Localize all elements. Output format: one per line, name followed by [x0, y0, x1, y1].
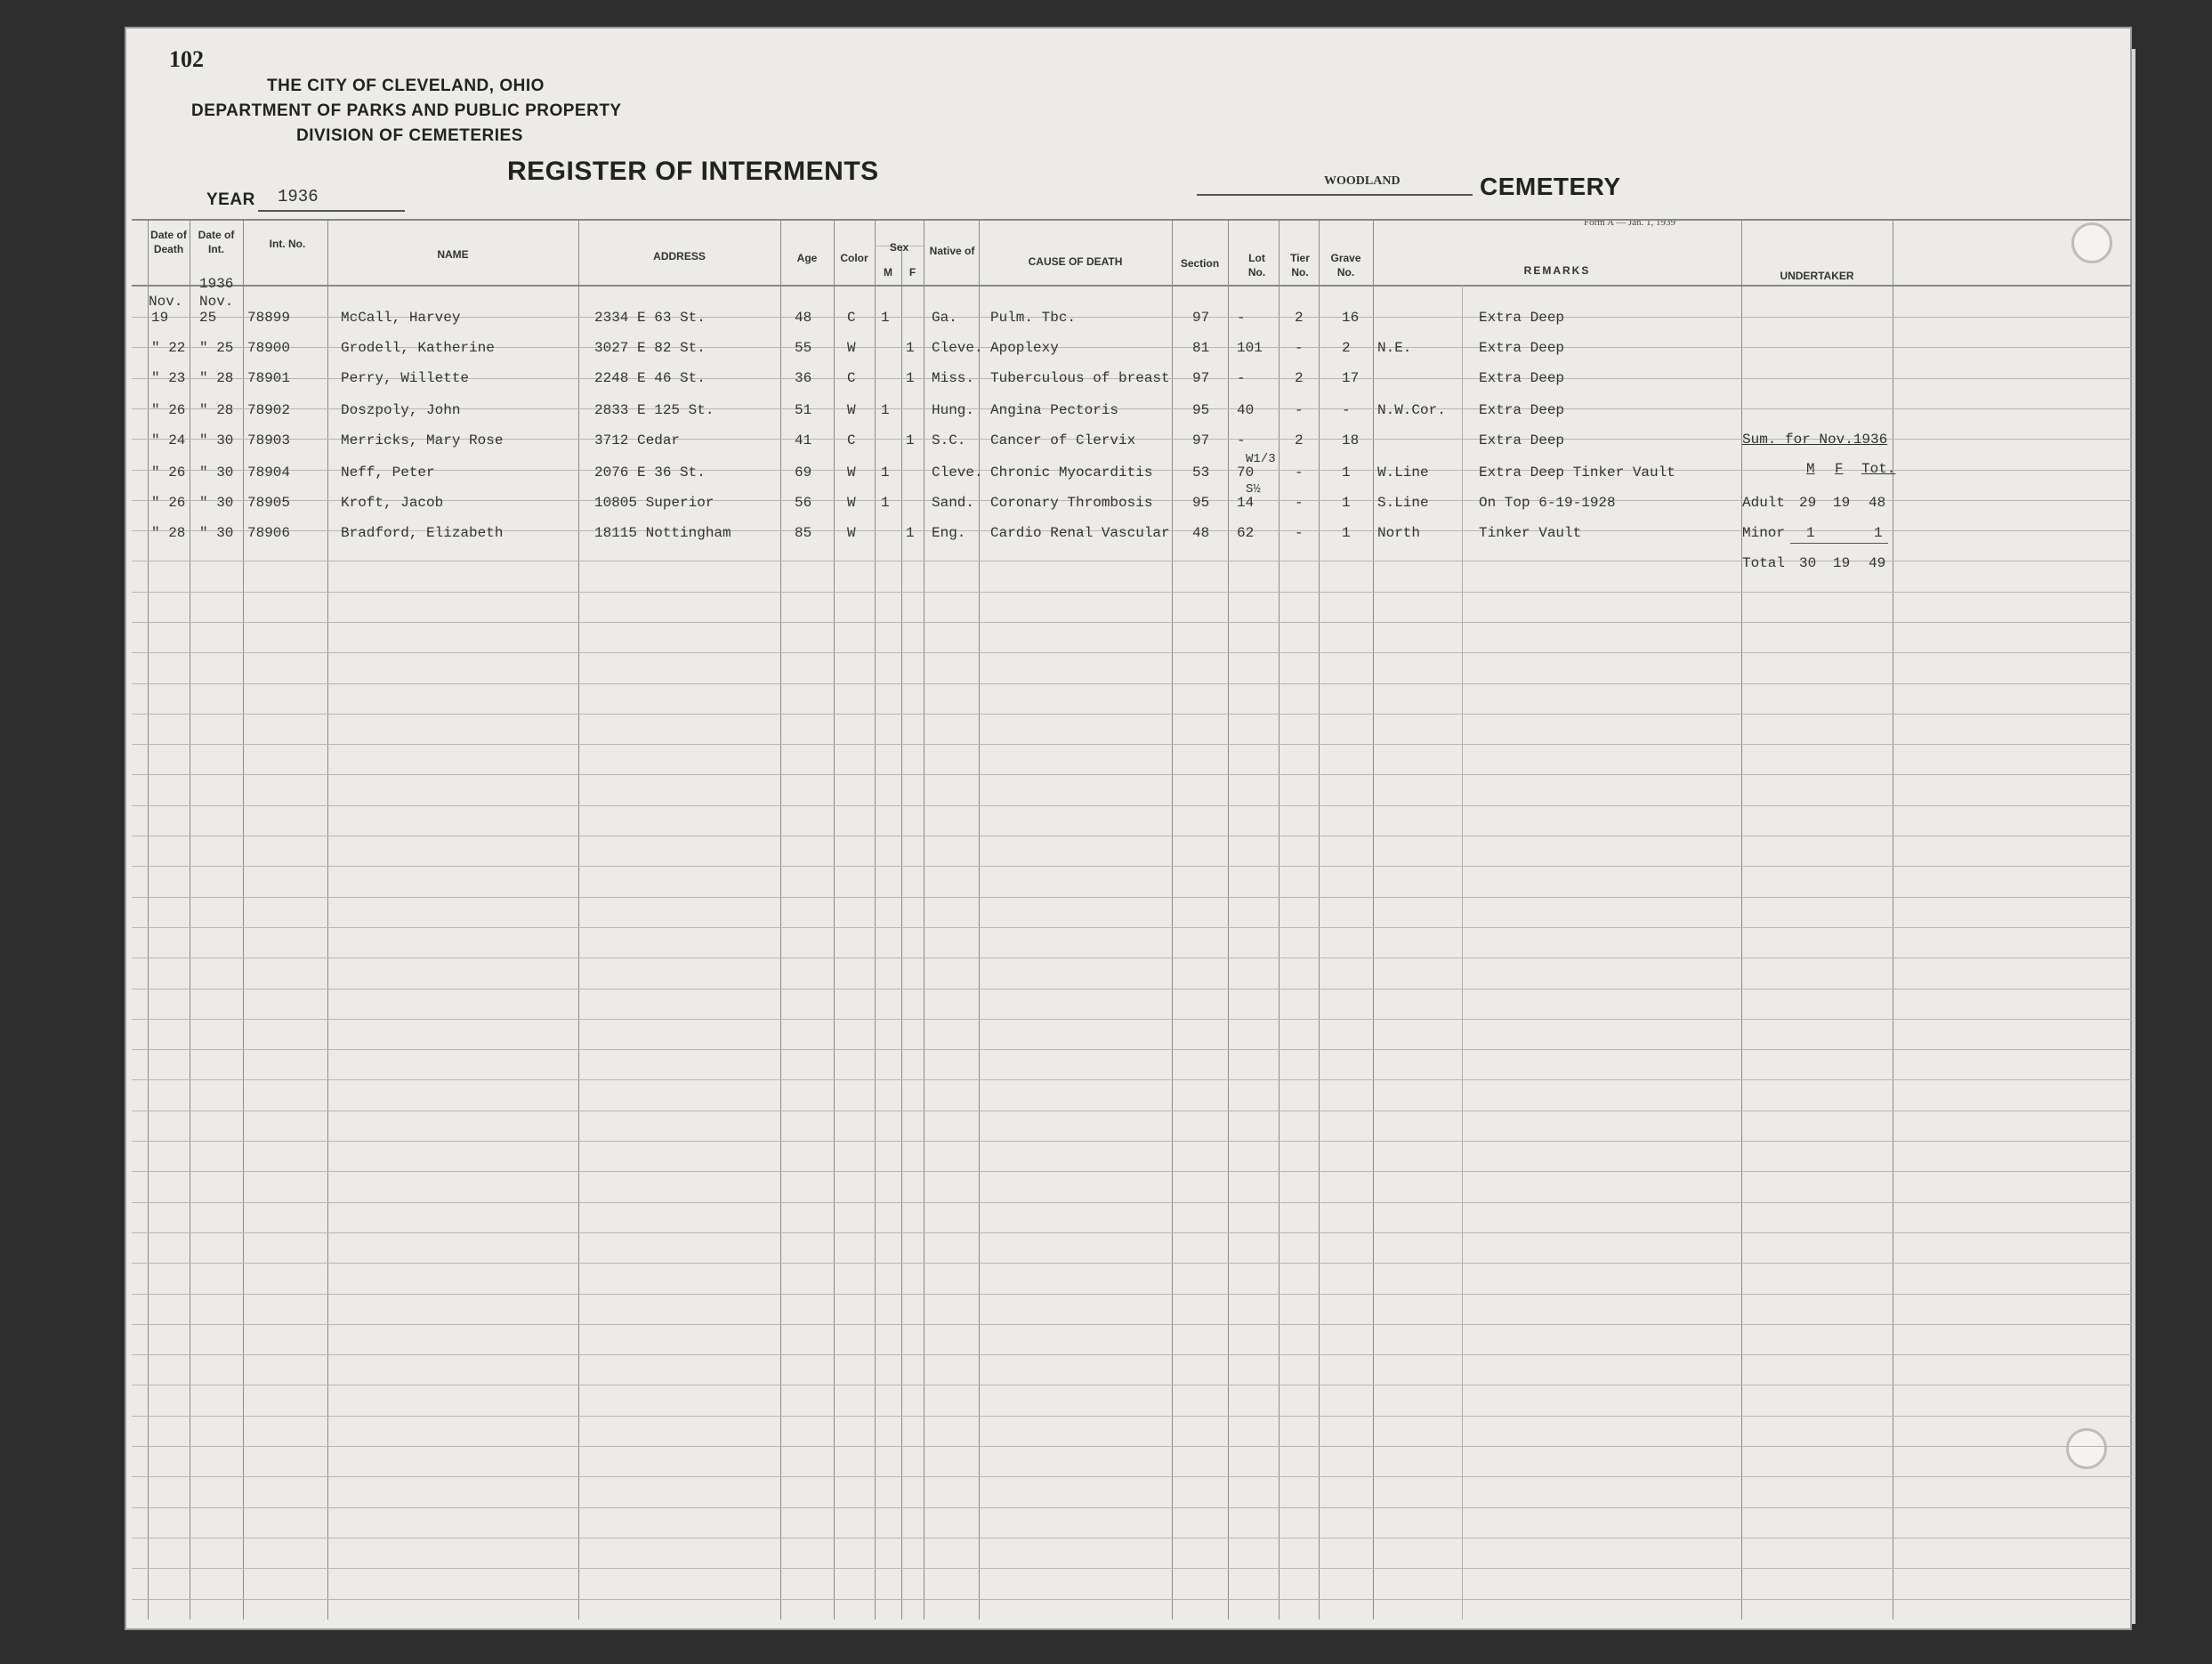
cell-color: C — [847, 310, 856, 326]
cell-grave: 1 — [1342, 525, 1351, 541]
col-rule — [834, 221, 835, 1620]
cell-color: W — [847, 464, 856, 481]
summary-adult-tot: 48 — [1869, 495, 1886, 511]
cell-address: 2334 E 63 St. — [594, 310, 706, 326]
city-heading: THE CITY OF CLEVELAND, OHIO — [267, 77, 545, 95]
col-rule — [1462, 285, 1463, 1620]
cell-address: 2076 E 36 St. — [594, 464, 706, 481]
cell-cause: Apoplexy — [990, 340, 1059, 356]
ruled-line — [132, 774, 2132, 775]
cell-sex-f: 1 — [906, 432, 915, 448]
cell-date-death: " 26 — [151, 464, 186, 481]
col-rule — [875, 221, 876, 1620]
summary-adult-m: 29 — [1799, 495, 1817, 511]
ruled-line — [132, 683, 2132, 684]
ruled-line — [132, 989, 2132, 990]
cell-age: 69 — [795, 464, 812, 481]
ruled-line — [132, 1446, 2132, 1447]
col-address: ADDRESS — [653, 250, 706, 263]
cell-grave: 16 — [1342, 310, 1360, 326]
cell-date-int: " 30 — [199, 464, 234, 481]
cell-date-int: " 30 — [199, 432, 234, 448]
cell-int-no: 78906 — [247, 525, 291, 541]
cell-address: 10805 Superior — [594, 495, 714, 511]
division-heading: DIVISION OF CEMETERIES — [296, 126, 523, 145]
ruled-line — [132, 1232, 2132, 1233]
year-label: YEAR — [206, 190, 255, 209]
cell-date-death: 19 — [151, 310, 169, 326]
col-remarks: REMARKS — [1523, 264, 1591, 277]
summary-minor-m: 1 — [1806, 525, 1815, 541]
cell-native: Ga. — [932, 310, 957, 326]
summary-head-f: F — [1835, 461, 1844, 477]
month-int: Nov. — [199, 294, 234, 310]
cell-name: Perry, Willette — [341, 370, 470, 386]
cell-lot-note: W1/3 — [1246, 452, 1276, 466]
ruled-line — [132, 1507, 2132, 1508]
summary-minor-tot: 1 — [1874, 525, 1883, 541]
ruled-line — [132, 927, 2132, 928]
cell-int-no: 78901 — [247, 370, 291, 386]
cell-int-no: 78904 — [247, 464, 291, 481]
cell-native: Sand. — [932, 495, 975, 511]
col-rule — [1319, 221, 1320, 1620]
summary-adult-label: Adult — [1742, 495, 1786, 511]
ruled-line — [132, 805, 2132, 806]
cell-date-int: " 25 — [199, 340, 234, 356]
cell-grave: 1 — [1342, 464, 1351, 481]
cell-cause: Chronic Myocarditis — [990, 464, 1153, 481]
cell-age: 51 — [795, 402, 812, 418]
col-rule — [1741, 221, 1742, 1620]
cell-cause: Cancer of Clervix — [990, 432, 1136, 448]
summary-minor-label: Minor — [1742, 525, 1786, 541]
cell-tier: - — [1295, 525, 1304, 541]
cell-int-no: 78899 — [247, 310, 291, 326]
cell-section: 97 — [1192, 310, 1210, 326]
cell-date-death: " 28 — [151, 525, 186, 541]
cell-lot: 14 — [1237, 495, 1255, 511]
cell-grave: 2 — [1342, 340, 1351, 356]
binder-hole-top — [2071, 222, 2112, 263]
cell-tier: - — [1295, 402, 1304, 418]
ruled-line — [132, 1294, 2132, 1295]
col-rule — [1172, 221, 1173, 1620]
cell-color: W — [847, 340, 856, 356]
cell-remarks: Extra Deep — [1479, 310, 1565, 326]
ruled-line — [132, 1476, 2132, 1477]
cell-grave: 1 — [1342, 495, 1351, 511]
cell-cause: Cardio Renal Vascular — [990, 525, 1170, 541]
cell-remarks: On Top 6-19-1928 — [1479, 495, 1616, 511]
ruled-line — [132, 897, 2132, 898]
cell-color: W — [847, 402, 856, 418]
cell-address: 18115 Nottingham — [594, 525, 731, 541]
summary-total-label: Total — [1742, 555, 1786, 571]
ruled-line — [132, 957, 2132, 958]
cell-native: S.C. — [932, 432, 966, 448]
cell-color: C — [847, 432, 856, 448]
col-rule — [1228, 221, 1229, 1620]
cell-section: 53 — [1192, 464, 1210, 481]
cell-remarks: Tinker Vault — [1479, 525, 1582, 541]
col-rule — [578, 221, 579, 1620]
cell-native: Cleve. — [932, 464, 983, 481]
cell-section: 97 — [1192, 370, 1210, 386]
col-rule — [979, 221, 980, 1620]
cell-lot: 62 — [1237, 525, 1255, 541]
cell-grave: 17 — [1342, 370, 1360, 386]
cell-name: Neff, Peter — [341, 464, 435, 481]
register-title: REGISTER OF INTERMENTS — [507, 157, 879, 186]
cell-location: N.E. — [1377, 340, 1412, 356]
cell-native: Eng. — [932, 525, 966, 541]
summary-total-tot: 49 — [1869, 555, 1886, 571]
ruled-line — [132, 1324, 2132, 1325]
col-sex-m: M — [884, 266, 892, 279]
cell-native: Cleve. — [932, 340, 983, 356]
ruled-line — [132, 714, 2132, 715]
cell-lot: 70 — [1237, 464, 1255, 481]
cell-tier: - — [1295, 464, 1304, 481]
col-age: Age — [796, 252, 818, 264]
col-rule — [1279, 221, 1280, 1620]
cell-name: McCall, Harvey — [341, 310, 461, 326]
cell-section: 95 — [1192, 402, 1210, 418]
cell-remarks: Extra Deep — [1479, 402, 1565, 418]
cell-age: 41 — [795, 432, 812, 448]
ruled-line — [132, 866, 2132, 867]
cell-native: Hung. — [932, 402, 975, 418]
col-name: NAME — [437, 248, 469, 261]
month-int-year: 1936 — [199, 276, 234, 292]
summary-adult-f: 19 — [1833, 495, 1851, 511]
cell-date-death: " 23 — [151, 370, 186, 386]
cell-lot: - — [1237, 310, 1246, 326]
cell-date-int: 25 — [199, 310, 217, 326]
cell-name: Bradford, Elizabeth — [341, 525, 504, 541]
cell-address: 2833 E 125 St. — [594, 402, 714, 418]
cell-date-death: " 26 — [151, 495, 186, 511]
cell-tier: - — [1295, 495, 1304, 511]
cell-remarks: Extra Deep — [1479, 340, 1565, 356]
cell-color: W — [847, 525, 856, 541]
cell-lot: 101 — [1237, 340, 1263, 356]
col-lot: Lot No. — [1247, 252, 1266, 279]
col-tier: Tier No. — [1290, 252, 1310, 279]
cell-name: Doszpoly, John — [341, 402, 461, 418]
col-rule — [780, 221, 781, 1620]
cell-age: 36 — [795, 370, 812, 386]
cell-name: Merricks, Mary Rose — [341, 432, 504, 448]
cell-sex-f: 1 — [906, 525, 915, 541]
cell-color: C — [847, 370, 856, 386]
cell-sex-f: 1 — [906, 370, 915, 386]
col-sex: Sex — [889, 241, 909, 254]
cell-remarks: Extra Deep — [1479, 432, 1565, 448]
year-underline — [258, 210, 405, 212]
col-section: Section — [1180, 257, 1220, 270]
cell-cause: Angina Pectoris — [990, 402, 1119, 418]
cell-lot: 40 — [1237, 402, 1255, 418]
cell-location: S.Line — [1377, 495, 1429, 511]
table-top-rule — [132, 219, 2132, 221]
cell-section: 48 — [1192, 525, 1210, 541]
cell-lot-note: S½ — [1246, 482, 1261, 497]
cell-date-death: " 24 — [151, 432, 186, 448]
col-sex-f: F — [908, 266, 916, 279]
cell-cause: Coronary Thrombosis — [990, 495, 1153, 511]
cell-grave: 18 — [1342, 432, 1360, 448]
summary-head-tot: Tot. — [1861, 461, 1896, 477]
cell-sex-m: 1 — [881, 310, 890, 326]
form-note: Form A — Jan. 1, 1939 — [1584, 217, 1675, 228]
header-bottom-rule — [132, 285, 2132, 287]
ruled-line — [132, 744, 2132, 745]
ruled-line — [132, 1141, 2132, 1142]
cell-address: 3712 Cedar — [594, 432, 681, 448]
ruled-line — [132, 1079, 2132, 1080]
cell-name: Grodell, Katherine — [341, 340, 495, 356]
ruled-line — [132, 1019, 2132, 1020]
cell-lot: - — [1237, 370, 1246, 386]
cell-section: 95 — [1192, 495, 1210, 511]
col-rule — [243, 221, 244, 1620]
department-heading: DEPARTMENT OF PARKS AND PUBLIC PROPERTY — [191, 101, 622, 120]
cell-tier: 2 — [1295, 432, 1304, 448]
cell-int-no: 78902 — [247, 402, 291, 418]
col-cause: CAUSE OF DEATH — [1028, 255, 1123, 268]
cemetery-name: WOODLAND — [1324, 174, 1401, 188]
cell-age: 56 — [795, 495, 812, 511]
summary-title: Sum. for Nov.1936 — [1742, 432, 1888, 448]
cell-date-int: " 30 — [199, 525, 234, 541]
cell-lot: - — [1237, 432, 1246, 448]
cell-int-no: 78905 — [247, 495, 291, 511]
cell-sex-m: 1 — [881, 495, 890, 511]
cell-address: 3027 E 82 St. — [594, 340, 706, 356]
cell-date-int: " 28 — [199, 402, 234, 418]
col-rule — [327, 221, 328, 1620]
cell-remarks: Extra Deep — [1479, 370, 1565, 386]
ruled-line — [132, 1354, 2132, 1355]
col-grave: Grave No. — [1330, 252, 1361, 279]
cell-int-no: 78903 — [247, 432, 291, 448]
cell-int-no: 78900 — [247, 340, 291, 356]
ruled-line — [132, 1263, 2132, 1264]
cell-date-int: " 30 — [199, 495, 234, 511]
cell-remarks: Extra Deep Tinker Vault — [1479, 464, 1675, 481]
cell-tier: 2 — [1295, 310, 1304, 326]
page-number: 102 — [169, 46, 204, 72]
summary-total-f: 19 — [1833, 555, 1851, 571]
cell-sex-m: 1 — [881, 464, 890, 481]
ruled-line — [132, 1202, 2132, 1203]
cell-cause: Pulm. Tbc. — [990, 310, 1077, 326]
cell-age: 85 — [795, 525, 812, 541]
cemetery-underline — [1197, 194, 1473, 196]
binder-hole-bottom — [2066, 1428, 2107, 1469]
col-int-no: Int. No. — [269, 238, 306, 250]
cell-tier: - — [1295, 340, 1304, 356]
cell-address: 2248 E 46 St. — [594, 370, 706, 386]
ruled-line — [132, 1538, 2132, 1539]
ruled-line — [132, 1599, 2132, 1600]
cell-grave: - — [1342, 402, 1351, 418]
cell-sex-f: 1 — [906, 340, 915, 356]
col-color: Color — [840, 252, 868, 264]
col-date-int: Date of Int. — [198, 229, 235, 255]
cell-section: 97 — [1192, 432, 1210, 448]
col-rule — [148, 221, 149, 1620]
year-value: 1936 — [278, 187, 319, 206]
cell-sex-m: 1 — [881, 402, 890, 418]
cell-name: Kroft, Jacob — [341, 495, 444, 511]
summary-head-m: M — [1806, 461, 1815, 477]
cell-location: W.Line — [1377, 464, 1429, 481]
cell-native: Miss. — [932, 370, 975, 386]
col-undertaker: UNDERTAKER — [1780, 270, 1854, 282]
cell-location: North — [1377, 525, 1421, 541]
cell-date-int: " 28 — [199, 370, 234, 386]
cell-date-death: " 22 — [151, 340, 186, 356]
month-death: Nov. — [149, 294, 183, 310]
col-rule — [1373, 221, 1374, 1620]
ruled-line — [132, 592, 2132, 593]
col-date-death: Date of Death — [150, 229, 187, 255]
summary-minor-underline — [1790, 543, 1888, 544]
cell-tier: 2 — [1295, 370, 1304, 386]
summary-total-m: 30 — [1799, 555, 1817, 571]
ruled-line — [132, 622, 2132, 623]
col-native: Native of — [929, 245, 975, 257]
cell-age: 55 — [795, 340, 812, 356]
ruled-line — [132, 652, 2132, 653]
cell-age: 48 — [795, 310, 812, 326]
ruled-line — [132, 1568, 2132, 1569]
cell-cause: Tuberculous of breast — [990, 370, 1170, 386]
cell-location: N.W.Cor. — [1377, 402, 1446, 418]
col-rule — [901, 246, 902, 1620]
cell-date-death: " 26 — [151, 402, 186, 418]
cell-color: W — [847, 495, 856, 511]
cemetery-label: CEMETERY — [1480, 173, 1621, 200]
ruled-line — [132, 1171, 2132, 1172]
ruled-line — [132, 1049, 2132, 1050]
cell-section: 81 — [1192, 340, 1210, 356]
ruled-line — [132, 1416, 2132, 1417]
